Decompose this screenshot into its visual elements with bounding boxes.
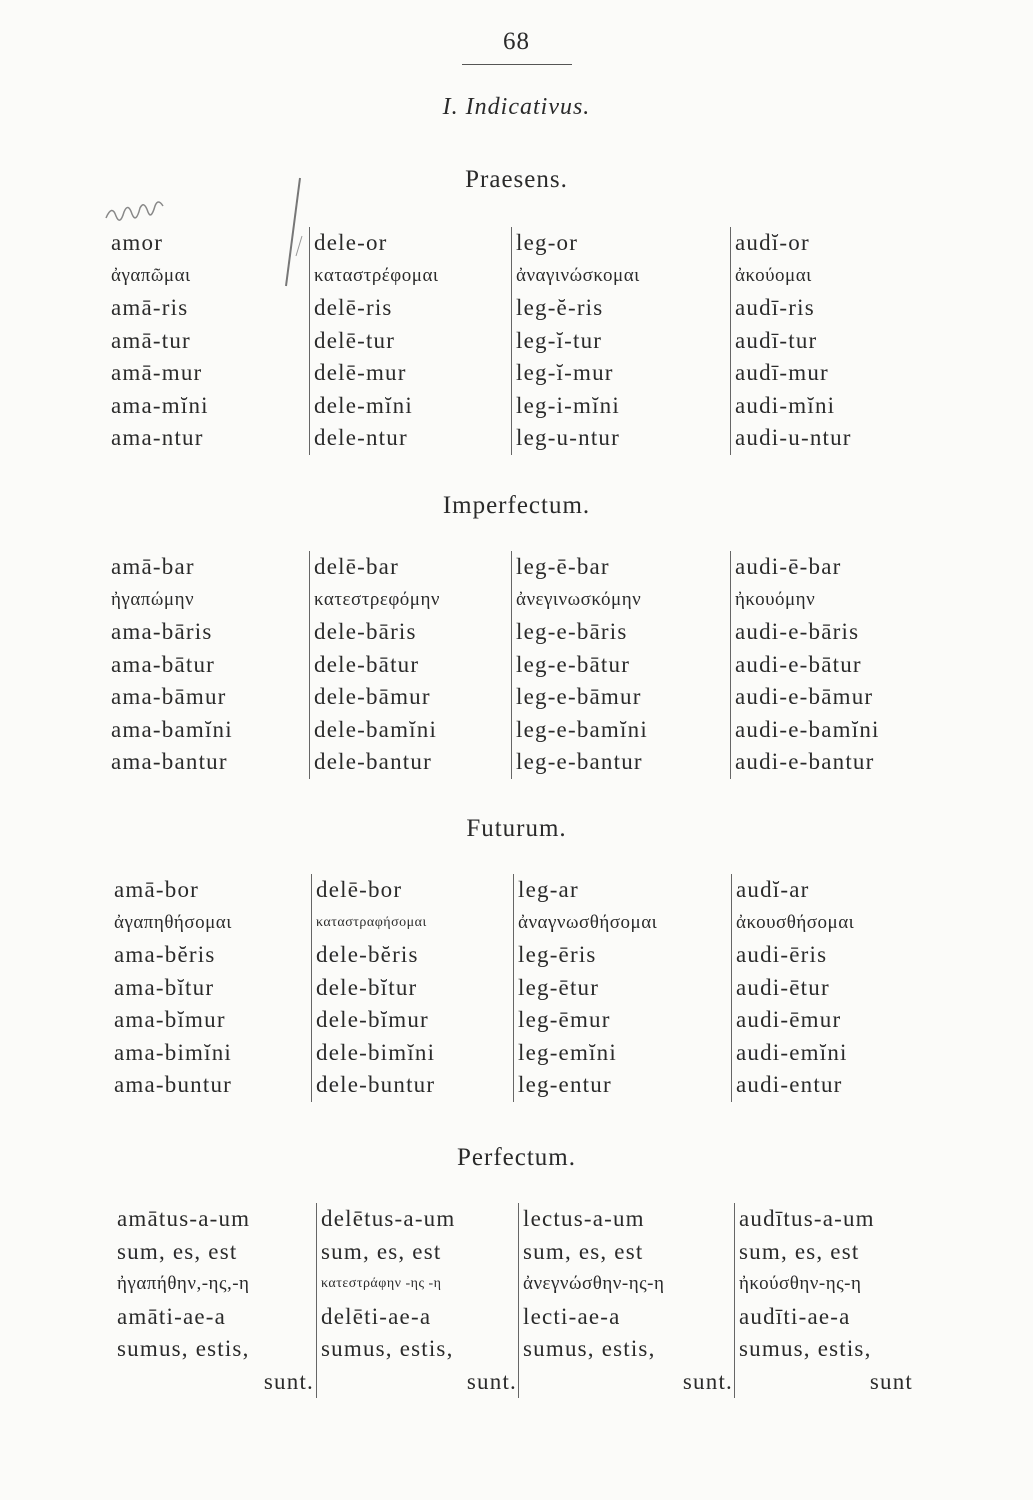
conjugation-form: audi-entur	[736, 1072, 843, 1097]
conjugation-form: dele-bātur	[314, 651, 420, 677]
conjugation-form: ama-buntur	[114, 1072, 233, 1097]
imperfectum-column-4	[730, 551, 880, 779]
conjugation-form: audi-u-ntur	[735, 425, 852, 450]
page-heading: I. Indicativus.	[442, 94, 591, 120]
conjugation-form: dele-bāmur	[314, 684, 431, 709]
imperfectum-column-2	[309, 551, 440, 779]
greek-form: κατεστράφην -ης -η	[321, 1276, 442, 1291]
conjugation-form: dele-ntur	[314, 425, 408, 450]
futurum-column-1	[114, 874, 232, 1102]
conjugation-form: audĭ-or	[735, 230, 810, 255]
conjugation-form: audi-ēris	[736, 942, 828, 967]
conjugation-form: audi-e-bantur	[735, 749, 875, 774]
greek-form: ἠκούσθην-ης-η	[739, 1273, 862, 1294]
greek-form: ἀναγνωσθήσομαι	[518, 911, 658, 933]
conjugation-form: delētus-a-um	[321, 1206, 456, 1231]
conjugation-form: sunt	[869, 1368, 913, 1394]
conjugation-form: delē-bar	[314, 554, 399, 579]
conjugation-form: dele-mĭni	[314, 392, 413, 418]
conjugation-form: lecti-ae-a	[523, 1303, 621, 1329]
conjugation-form: audi-ē-bar	[735, 554, 842, 579]
conjugation-form: dele-bāris	[314, 619, 417, 644]
conjugation-form: audī-tur	[735, 327, 818, 353]
conjugation-form: leg-e-bāris	[516, 619, 628, 644]
conjugation-form: audīti-ae-a	[739, 1303, 851, 1329]
conjugation-form: ama-bĭmur	[114, 1007, 226, 1032]
conjugation-form: dele-bĕris	[316, 942, 419, 967]
conjugation-form: ama-bāmur	[111, 684, 227, 709]
conjugation-form: audi-emĭni	[736, 1039, 848, 1065]
section-title-imperfectum: Imperfectum.	[442, 492, 591, 519]
conjugation-form: delē-ris	[314, 295, 393, 320]
conjugation-form: leg-e-bātur	[516, 651, 631, 677]
conjugation-form: amā-bor	[114, 877, 200, 902]
conjugation-form: ama-bimĭni	[114, 1039, 233, 1065]
conjugation-form: dele-bĭtur	[316, 974, 418, 1000]
conjugation-form: leg-entur	[518, 1072, 612, 1097]
conjugation-form: leg-emĭni	[518, 1039, 617, 1065]
conjugation-form: amā-bar	[111, 554, 195, 579]
conjugation-form: ama-bātur	[111, 651, 216, 677]
section-title-perfectum: Perfectum.	[457, 1144, 576, 1171]
conjugation-form: lectus-a-um	[523, 1206, 645, 1231]
conjugation-form: ama-bĭtur	[114, 974, 215, 1000]
conjugation-form: dele-bamĭni	[314, 716, 438, 742]
conjugation-form: delēti-ae-a	[321, 1303, 432, 1329]
imperfectum-column-3	[511, 551, 648, 779]
perfectum-column-3	[518, 1203, 733, 1398]
conjugation-form: leg-or	[516, 230, 579, 255]
conjugation-form: sumus, estis,	[739, 1336, 872, 1361]
conjugation-form: delē-mur	[314, 360, 407, 385]
conjugation-form: sumus, estis,	[117, 1336, 250, 1361]
greek-form: ἠγαπήθην,-ης,-η	[117, 1273, 250, 1294]
greek-form: καταστραφήσομαι	[316, 914, 427, 930]
conjugation-form: ama-bamĭni	[111, 716, 233, 742]
conjugation-form: sumus, estis,	[523, 1336, 656, 1361]
conjugation-form: dele-buntur	[316, 1072, 436, 1097]
greek-form: κατεστρεφόμην	[314, 588, 440, 610]
conjugation-form: audī-ris	[735, 295, 815, 320]
conjugation-form: audītus-a-um	[739, 1206, 875, 1231]
conjugation-form: dele-bĭmur	[316, 1007, 429, 1032]
perfectum-column-1	[117, 1203, 314, 1398]
conjugation-form: audī-mur	[735, 360, 829, 385]
conjugation-form: leg-ĕ-ris	[516, 295, 604, 320]
praesens-column-2	[309, 227, 439, 455]
conjugation-form: sum, es, est	[117, 1238, 238, 1264]
conjugation-form: audi-mĭni	[735, 392, 836, 418]
praesens-column-3	[511, 227, 640, 455]
conjugation-form: dele-or	[314, 230, 388, 255]
perfectum-column-4	[734, 1203, 913, 1398]
conjugation-form: sum, es, est	[321, 1238, 442, 1264]
conjugation-form: leg-e-bantur	[516, 749, 643, 774]
conjugation-form: leg-ēmur	[518, 1007, 611, 1032]
conjugation-form: amā-ris	[111, 295, 189, 320]
greek-form: ἀκουσθήσομαι	[736, 911, 855, 933]
greek-form: ἠγαπώμην	[111, 588, 195, 610]
conjugation-form: ama-bāris	[111, 619, 213, 644]
conjugation-form: audi-e-bāris	[735, 619, 860, 644]
imperfectum-column-1	[111, 551, 233, 779]
greek-form: ἀνεγνώσθην-ης-η	[523, 1273, 665, 1294]
greek-form: καταστρέφομαι	[314, 264, 439, 286]
conjugation-form: audi-ēmur	[736, 1007, 842, 1032]
conjugation-form: amor	[111, 230, 164, 255]
conjugation-form: leg-ĭ-tur	[516, 327, 603, 353]
conjugation-form: ama-mĭni	[111, 392, 209, 418]
conjugation-form: leg-ē-bar	[516, 554, 610, 579]
futurum-column-4	[731, 874, 854, 1102]
conjugation-form: leg-e-bamĭni	[516, 716, 648, 742]
conjugation-form: delē-bor	[316, 877, 403, 902]
conjugation-form: sum, es, est	[739, 1238, 860, 1264]
conjugation-form: leg-ētur	[518, 974, 600, 1000]
conjugation-form: amā-mur	[111, 360, 203, 385]
conjugation-form: ama-ntur	[111, 425, 204, 450]
conjugation-form: amāti-ae-a	[117, 1303, 227, 1329]
conjugation-form: sunt.	[466, 1368, 517, 1394]
conjugation-form: audi-e-bāmur	[735, 684, 874, 709]
conjugation-form: delē-tur	[314, 327, 396, 353]
page-number: 68	[503, 28, 530, 55]
greek-form: ἀγαπηθήσομαι	[114, 911, 232, 933]
pen-stroke-mark	[282, 176, 306, 296]
conjugation-form: leg-ar	[518, 877, 579, 902]
conjugation-form: amā-tur	[111, 327, 191, 353]
perfectum-column-2	[316, 1203, 517, 1398]
conjugation-form: sunt.	[263, 1368, 314, 1394]
conjugation-form: sum, es, est	[523, 1238, 644, 1264]
greek-form: ἀγαπῶμαι	[111, 264, 191, 286]
conjugation-form: dele-bantur	[314, 749, 432, 774]
conjugation-form: audĭ-ar	[736, 877, 810, 902]
conjugation-form: leg-u-ntur	[516, 425, 620, 450]
conjugation-form: amātus-a-um	[117, 1206, 251, 1231]
greek-form: ἀναγινώσκομαι	[516, 264, 640, 286]
greek-form: ἀκούομαι	[735, 264, 812, 286]
conjugation-form: audi-ētur	[736, 974, 830, 1000]
conjugation-form: sumus, estis,	[321, 1336, 454, 1361]
conjugation-form: leg-e-bāmur	[516, 684, 642, 709]
greek-form: ἀνεγινωσκόμην	[516, 588, 642, 610]
conjugation-form: ama-bantur	[111, 749, 228, 774]
futurum-column-3	[513, 874, 657, 1102]
greek-form: ἠκουόμην	[735, 588, 816, 610]
praesens-column-1	[111, 227, 209, 455]
page-number-rule	[462, 64, 572, 65]
conjugation-form: sunt.	[682, 1368, 733, 1394]
conjugation-form: audi-e-bamĭni	[735, 716, 880, 742]
conjugation-form: leg-ĭ-mur	[516, 360, 614, 385]
section-title-futurum: Futurum.	[466, 815, 567, 842]
conjugation-form: leg-i-mĭni	[516, 392, 620, 418]
futurum-column-2	[311, 874, 435, 1102]
section-title-praesens: Praesens.	[465, 166, 568, 193]
conjugation-form: audi-e-bātur	[735, 651, 862, 677]
praesens-column-4	[730, 227, 852, 455]
conjugation-form: dele-bimĭni	[316, 1039, 436, 1065]
conjugation-form: ama-bĕris	[114, 942, 216, 967]
conjugation-form: leg-ēris	[518, 942, 597, 967]
